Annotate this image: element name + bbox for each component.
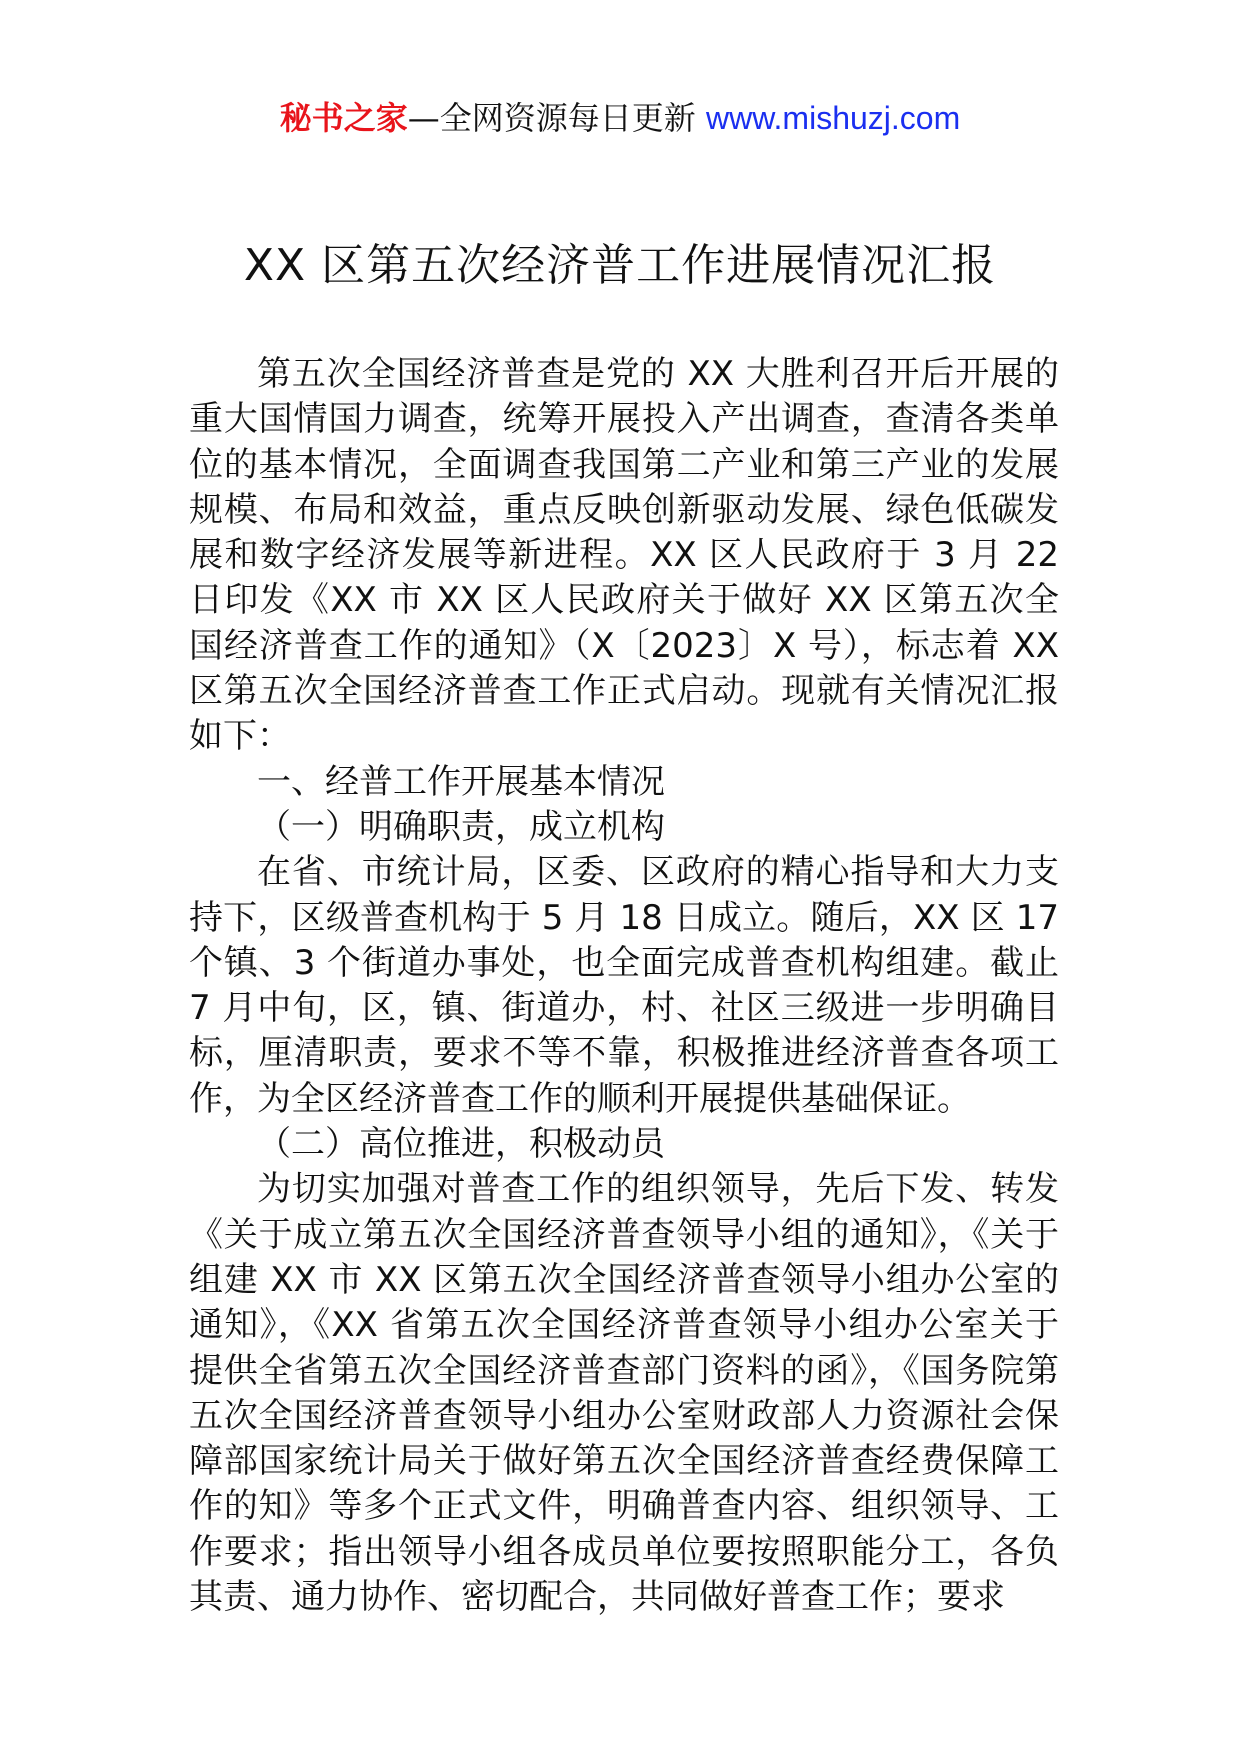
document-title: XX 区第五次经济普工作进展情况汇报: [243, 240, 997, 291]
site-header: [0, 98, 1240, 138]
site-brand: 秘书之家: [279, 99, 408, 137]
subsection-heading-1: （一）明确职责，成立机构: [257, 806, 665, 847]
intro-paragraph: 第五次全国经济普查是党的 XX 大胜利召开后开展的重大国情国力调查，统筹开展投入产出调查，查清各类单位的基本情况，全面调查我国第二产业和第三产业的发展规模、布局和效益，重点反映创新驱动发展、绿色低碳发展和数字经济发展等新进程。XX 区人民政府于 3 月 22 日印发《XX 市 XX 区人民政府关于做好 XX 区第五次全国经济普查工作的通知》（X〔2023〕X 号），标志着 XX 区第五次全国经济普查工作正式启动。现就有关情况汇报如下：: [189, 354, 1059, 757]
site-url-link[interactable]: www.mishuzj.com: [705, 100, 961, 136]
document-body: [189, 352, 1059, 1620]
subsection-heading-2: （二）高位推进，积极动员: [257, 1124, 665, 1165]
section-heading-1: 一、经普工作开展基本情况: [257, 761, 665, 802]
subsection-paragraph-2: 为切实加强对普查工作的组织领导，先后下发、转发《关于成立第五次全国经济普查领导小组的通知》，《关于组建 XX 市 XX 区第五次全国经济普查领导小组办公室的通知》，《XX 省第五次全国经济普查领导小组办公室关于提供全省第五次全国经济普查部门资料的函》，《国务院第五次全国经济普查领导小组办公室财政部人力资源社会保障部国家统计局关于做好第五次全国经济普查经费保障工作的知》等多个正式文件，明确普查内容、组织领导、工作要求；指出领导小组各成员单位要按照职能分工，各负其责、通力协作、密切配合，共同做好普查工作；要求: [189, 1169, 1059, 1618]
subsection-paragraph-1: 在省、市统计局，区委、区政府的精心指导和大力支持下，区级普查机构于 5 月 18 日成立。随后，XX 区 17 个镇、3 个街道办事处，也全面完成普查机构组建。截止 7 月中旬，区，镇、街道办，村、社区三级进一步明确目标，厘清职责，要求不等不靠，积极推进经济普查各项工作，为全区经济普查工作的顺利开展提供基础保证。: [189, 852, 1059, 1119]
site-slogan: —全网资源每日更新: [407, 99, 706, 137]
